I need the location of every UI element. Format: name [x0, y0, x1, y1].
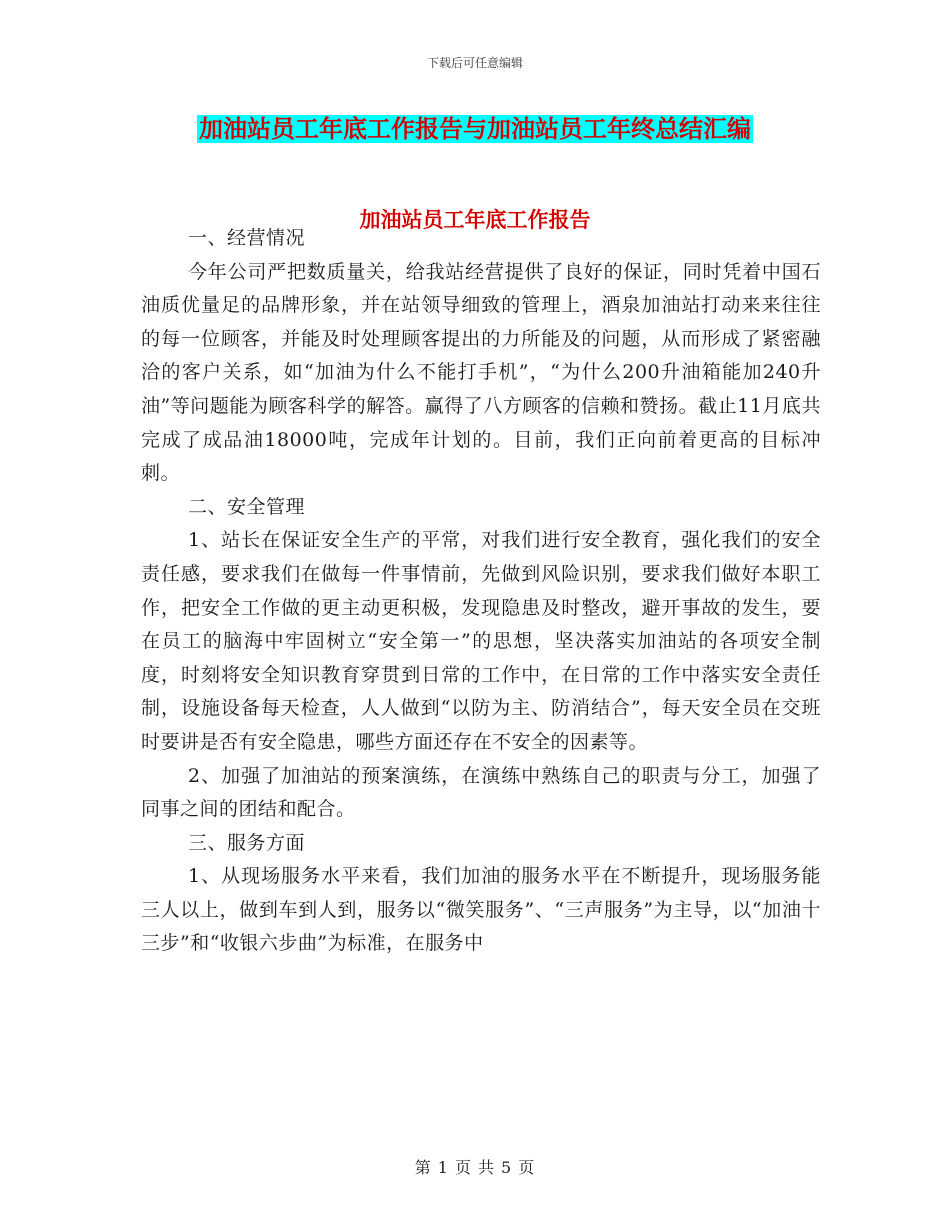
- footer-total-pages: 5: [501, 1158, 513, 1177]
- section-heading-2: 二、安全管理: [188, 495, 306, 518]
- header-note: 下载后可任意编辑: [426, 56, 523, 70]
- document-body: [141, 222, 821, 961]
- footer-total-word: 共: [478, 1158, 496, 1177]
- main-title: [0, 113, 950, 145]
- main-title-text: 加油站员工年底工作报告与加油站员工年终总结汇编: [199, 115, 751, 143]
- section-2-paragraph-2: 2、加强了加油站的预案演练，在演练中熟练自己的职责与分工，加强了同事之间的团结和配合。: [141, 764, 821, 821]
- footer-suffix: 页: [518, 1158, 536, 1177]
- sub-title: 加油站员工年底工作报告: [359, 208, 591, 232]
- footer-prefix: 第: [414, 1158, 432, 1177]
- section-1-paragraph-1: 今年公司严把数质量关，给我站经营提供了良好的保证，同时凭着中国石油质优量足的品牌形象，并在站领导细致的管理上，酒泉加油站打动来来往往的每一位顾客，并能及时处理顾客提出的力所能及的问题，从而形成了紧密融洽的客户关系，如“加油为什么不能打手机”，“为什么200升油箱能加240升油”等问题能为顾客科学的解答。赢得了八方顾客的信赖和赞扬。截止11月底共完成了成品油18000吨，完成年计划的。目前，我们正向前着更高的目标冲刺。: [141, 260, 821, 485]
- footer-page-word: 页: [454, 1158, 472, 1177]
- footer-page-number: 1: [437, 1158, 449, 1177]
- section-heading-1: 一、经营情况: [188, 227, 306, 249]
- section-heading-3: 三、服务方面: [188, 831, 306, 854]
- section-2-paragraph-1: 1、站长在保证安全生产的平常，对我们进行安全教育，强化我们的安全责任感，要求我们在做每一件事情前，先做到风险识别，要求我们做好本职工作，把安全工作做的更主动更积极，发现隐患及时整改，避开事故的发生，要在员工的脑海中牢固树立“安全第一”的思想，坚决落实加油站的各项安全制度，时刻将安全知识教育穿贯到日常的工作中，在日常的工作中落实安全责任制，设施设备每天检查，人人做到“以防为主、防消结合”，每天安全员在交班时要讲是否有安全隐患，哪些方面还存在不安全的因素等。: [141, 529, 821, 753]
- page-footer: [0, 1155, 950, 1178]
- section-3-paragraph-1: 1、从现场服务水平来看，我们加油的服务水平在不断提升，现场服务能三人以上，做到车到人到，服务以“微笑服务”、“三声服务”为主导，以“加油十三步”和“收银六步曲”为标准，在服务中: [141, 865, 821, 955]
